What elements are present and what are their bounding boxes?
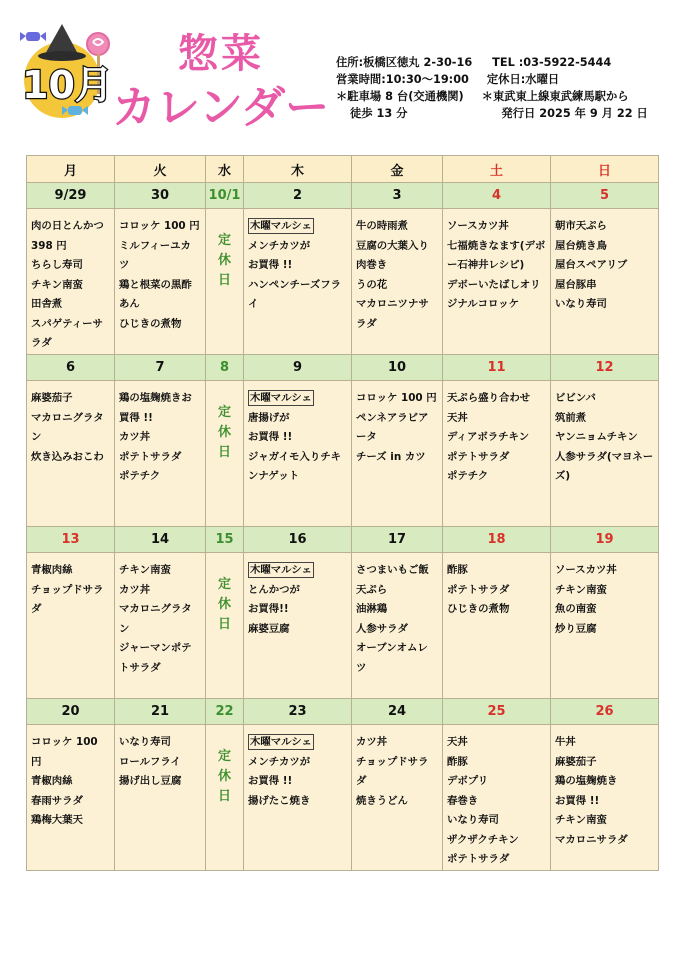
menu-list	[443, 209, 550, 315]
closed-day-char: 日	[217, 789, 231, 804]
menu-list	[244, 209, 351, 315]
menu-item: ヤンニョムチキン	[555, 431, 638, 443]
date-sat: 25	[443, 699, 551, 725]
date-mon: 20	[27, 699, 115, 725]
menu-item: ポテトサラダ	[447, 853, 510, 865]
menu-row	[27, 553, 659, 699]
menu-item: ポテチク	[119, 470, 161, 482]
menu-item: 揚げたこ焼き	[248, 794, 311, 807]
menu-list	[352, 381, 442, 467]
menu-item: ディアボラチキン	[447, 431, 530, 443]
menu-cell-fri	[352, 209, 443, 355]
menu-item: チーズ in カツ	[356, 450, 426, 463]
menu-item: マカロニツナサラダ	[356, 298, 429, 330]
menu-item: 牛丼	[555, 736, 576, 748]
date-thu: 23	[244, 699, 352, 725]
halloween-badge-icon	[14, 22, 114, 120]
parking-info: ＊駐車場 8 台(交通機関)	[336, 90, 464, 103]
month-badge-logo	[14, 22, 114, 120]
menu-cell-wed	[206, 553, 244, 699]
menu-item: デボーいたばしオリジナルコロッケ	[447, 278, 541, 310]
closed-day-char: 定	[217, 749, 231, 764]
menu-cell-tue	[115, 381, 206, 527]
menu-item: 青椒肉絲	[31, 564, 73, 576]
menu-item: 麻婆茄子	[555, 755, 597, 768]
date-tue: 21	[115, 699, 206, 725]
menu-item: お買得 !!	[248, 431, 293, 443]
menu-item: ひじきの煮物	[447, 603, 510, 615]
menu-cell-thu	[244, 381, 352, 527]
menu-list	[352, 725, 442, 811]
menu-item: 豆腐の大葉入り肉巻き	[356, 239, 429, 271]
menu-cell-tue	[115, 725, 206, 871]
menu-cell-thu	[244, 209, 352, 355]
thursday-marche-tag: 木曜マルシェ	[250, 220, 312, 232]
menu-list	[27, 381, 114, 467]
menu-row	[27, 209, 659, 355]
menu-item: 油淋鶏	[356, 603, 388, 615]
date-sun: 26	[551, 699, 659, 725]
date-wed: 15	[206, 527, 244, 553]
closed-day-char: 定	[217, 233, 231, 248]
menu-cell-tue	[115, 209, 206, 355]
menu-item: 鶏と根菜の黒酢あん	[119, 278, 192, 310]
menu-item: メンチカツが	[248, 239, 311, 252]
store-hours: 営業時間:10:30～19:00	[336, 73, 469, 86]
menu-cell-sun	[551, 553, 659, 699]
date-fri: 10	[352, 355, 443, 381]
date-wed: 10/1	[206, 183, 244, 209]
menu-item: 麻婆豆腐	[248, 622, 290, 635]
date-sat: 11	[443, 355, 551, 381]
date-fri: 24	[352, 699, 443, 725]
date-sun: 19	[551, 527, 659, 553]
menu-cell-thu	[244, 553, 352, 699]
weekday-fri: 金	[352, 156, 443, 183]
menu-row	[27, 725, 659, 871]
weekday-wed: 水	[206, 156, 244, 183]
date-tue: 7	[115, 355, 206, 381]
menu-list	[27, 725, 114, 831]
menu-item: 麻婆茄子	[31, 392, 73, 404]
menu-item: 鶏の塩麹焼き	[555, 775, 618, 787]
menu-item: コロッケ 100 円	[356, 392, 437, 404]
menu-list	[115, 553, 205, 678]
menu-item: チョップドサラダ	[356, 755, 429, 787]
menu-list	[115, 209, 205, 334]
menu-item: 屋台スペアリブ	[555, 259, 628, 271]
menu-list	[352, 209, 442, 334]
menu-item: 唐揚げが	[248, 411, 290, 424]
menu-cell-mon	[27, 553, 115, 699]
menu-list	[115, 381, 205, 487]
closed-day-char: 定	[217, 405, 231, 420]
menu-item: チキン南蛮	[31, 278, 83, 291]
menu-item: ちらし寿司	[31, 259, 83, 271]
menu-list	[27, 209, 114, 354]
menu-item: 鶏梅大葉天	[31, 814, 83, 826]
date-row	[27, 355, 659, 381]
month-label: 10月	[22, 63, 113, 107]
weekday-mon: 月	[27, 156, 115, 183]
menu-item: コロッケ 100 円	[119, 220, 200, 232]
date-row	[27, 699, 659, 725]
menu-item: さつまいもご飯	[356, 564, 429, 576]
menu-item: 人参サラダ(マヨネーズ)	[555, 450, 654, 482]
menu-item: スパゲティーサラダ	[31, 317, 103, 349]
menu-cell-fri	[352, 553, 443, 699]
access-info: ＊東武東上線東武練馬駅から	[481, 90, 629, 103]
menu-item: お買得!!	[248, 603, 289, 615]
menu-item: 天丼	[447, 411, 468, 424]
menu-item: オーブンオムレツ	[356, 642, 428, 674]
menu-row	[27, 381, 659, 527]
menu-cell-fri	[352, 381, 443, 527]
store-phone: TEL :03-5922-5444	[492, 56, 612, 69]
menu-item: ポテトサラダ	[447, 450, 510, 463]
menu-item: マカロニグラタン	[31, 411, 104, 443]
menu-item: ロールフライ	[119, 755, 181, 768]
date-mon: 6	[27, 355, 115, 381]
date-mon: 13	[27, 527, 115, 553]
menu-item: ミルフィーユカツ	[119, 239, 191, 271]
menu-item: 屋台豚串	[555, 278, 597, 291]
menu-item: 酢豚	[447, 755, 468, 768]
menu-calendar	[26, 155, 659, 871]
menu-item: ジャガイモ入りチキンナゲット	[248, 450, 341, 482]
date-sun: 12	[551, 355, 659, 381]
menu-item: 焼きうどん	[356, 794, 408, 807]
menu-cell-mon	[27, 725, 115, 871]
menu-item: ポテチク	[447, 470, 489, 482]
menu-item: ジャーマンポテトサラダ	[119, 642, 192, 674]
store-info	[336, 54, 686, 122]
menu-item: メンチカツが	[248, 755, 311, 768]
menu-list	[244, 381, 351, 487]
menu-list	[443, 381, 550, 487]
date-row	[27, 183, 659, 209]
closed-day-label	[206, 209, 243, 291]
menu-item: 魚の南蛮	[555, 603, 597, 615]
menu-item: マカロニグラタン	[119, 603, 192, 635]
menu-cell-wed	[206, 725, 244, 871]
menu-item: お買得 !!	[248, 775, 293, 787]
menu-list	[551, 381, 658, 487]
menu-cell-tue	[115, 553, 206, 699]
menu-cell-mon	[27, 381, 115, 527]
menu-item: チョップドサラダ	[31, 583, 104, 615]
date-sat: 18	[443, 527, 551, 553]
menu-list	[352, 553, 442, 678]
menu-item: 朝市天ぷら	[555, 220, 607, 232]
closed-day-label	[206, 381, 243, 463]
menu-item: カツ丼	[119, 431, 151, 443]
menu-item: 青椒肉絲	[31, 775, 73, 787]
menu-item: うの花	[356, 278, 388, 291]
menu-item: 人参サラダ	[356, 622, 408, 635]
weekday-sun: 日	[551, 156, 659, 183]
store-closed-day: 定休日:水曜日	[486, 73, 560, 86]
menu-cell-sat	[443, 209, 551, 355]
menu-item: 田舎煮	[31, 298, 63, 310]
menu-item: ハンペンチーズフライ	[248, 278, 341, 310]
menu-item: 牛の時雨煮	[356, 220, 408, 232]
menu-item: いなり寿司	[119, 736, 171, 748]
menu-item: ザクザクチキン	[447, 833, 519, 846]
thursday-marche-tag: 木曜マルシェ	[250, 564, 312, 576]
menu-item: とんかつが	[248, 583, 300, 596]
closed-day-char: 定	[217, 577, 231, 592]
closed-day-char: 休	[217, 769, 231, 784]
menu-cell-mon	[27, 209, 115, 355]
menu-cell-sat	[443, 381, 551, 527]
menu-list	[115, 725, 205, 792]
menu-list	[443, 553, 550, 620]
menu-item: ソースカツ丼	[555, 564, 617, 576]
menu-list	[443, 725, 550, 870]
closed-day-char: 日	[217, 273, 231, 288]
menu-item: 天丼	[447, 736, 468, 748]
weekday-sat: 土	[443, 156, 551, 183]
date-row	[27, 527, 659, 553]
closed-day-char: 休	[217, 425, 231, 440]
date-sat: 4	[443, 183, 551, 209]
store-address: 住所:板橋区徳丸 2-30-16	[336, 56, 473, 69]
menu-cell-wed	[206, 209, 244, 355]
date-fri: 17	[352, 527, 443, 553]
date-sun: 5	[551, 183, 659, 209]
menu-cell-sun	[551, 381, 659, 527]
menu-item: 肉の日とんかつ 398 円	[31, 220, 104, 252]
menu-cell-sat	[443, 725, 551, 871]
menu-item: いなり寿司	[447, 814, 499, 826]
menu-item: 筑前煮	[555, 411, 587, 424]
menu-item: 屋台焼き鳥	[555, 239, 607, 252]
menu-item: 春巻き	[447, 794, 479, 807]
menu-item: 鶏の塩麹焼きお買得 !!	[119, 392, 192, 424]
closed-day-char: 休	[217, 597, 231, 612]
menu-item: カツ丼	[119, 583, 151, 596]
menu-item: ひじきの煮物	[119, 317, 182, 330]
closed-day-label	[206, 725, 243, 807]
menu-cell-thu	[244, 725, 352, 871]
menu-list	[244, 553, 351, 639]
menu-item: コロッケ 100 円	[31, 736, 98, 768]
menu-cell-sat	[443, 553, 551, 699]
menu-item: 七福焼きなます(デボー石神井レシピ)	[447, 239, 546, 271]
menu-list	[551, 209, 658, 315]
closed-day-char: 休	[217, 253, 231, 268]
menu-item: ペンネアラビアータ	[356, 411, 429, 443]
thursday-marche-tag: 木曜マルシェ	[250, 392, 312, 404]
menu-list	[244, 725, 351, 811]
menu-item: マカロニサラダ	[555, 833, 628, 846]
date-tue: 14	[115, 527, 206, 553]
menu-item: チキン南蛮	[119, 564, 171, 576]
menu-cell-wed	[206, 381, 244, 527]
menu-item: いなり寿司	[555, 298, 607, 310]
thursday-marche-tag: 木曜マルシェ	[250, 736, 312, 748]
menu-item: ソースカツ丼	[447, 220, 509, 232]
title-line-2: カレンダー	[112, 82, 330, 133]
menu-item: 揚げ出し豆腐	[119, 775, 182, 787]
weekday-tue: 火	[115, 156, 206, 183]
menu-item: チキン南蛮	[555, 583, 607, 596]
date-fri: 3	[352, 183, 443, 209]
date-wed: 8	[206, 355, 244, 381]
menu-item: 酢豚	[447, 564, 468, 576]
closed-day-label	[206, 553, 243, 635]
menu-item: 春雨サラダ	[31, 794, 83, 807]
walk-time: 徒歩 13 分	[350, 107, 408, 120]
menu-item: 天ぷら盛り合わせ	[447, 392, 531, 404]
date-thu: 9	[244, 355, 352, 381]
date-thu: 2	[244, 183, 352, 209]
closed-day-char: 日	[217, 445, 231, 460]
menu-item: ポテトサラダ	[119, 450, 182, 463]
menu-item: 天ぷら	[356, 583, 388, 596]
date-tue: 30	[115, 183, 206, 209]
menu-item: カツ丼	[356, 736, 388, 748]
issue-date: 発行日 2025 年 9 月 22 日	[501, 107, 648, 120]
menu-list	[551, 553, 658, 639]
menu-cell-fri	[352, 725, 443, 871]
menu-item: お買得 !!	[555, 794, 600, 807]
menu-item: お買得 !!	[248, 259, 293, 271]
weekday-header-row	[27, 156, 659, 183]
menu-cell-sun	[551, 725, 659, 871]
menu-item: 炊き込みおこわ	[31, 450, 104, 463]
menu-list	[551, 725, 658, 850]
menu-item: ポテトサラダ	[447, 583, 510, 596]
date-thu: 16	[244, 527, 352, 553]
menu-cell-sun	[551, 209, 659, 355]
date-wed: 22	[206, 699, 244, 725]
menu-item: チキン南蛮	[555, 814, 607, 826]
date-mon: 9/29	[27, 183, 115, 209]
menu-item: ビビンバ	[555, 392, 596, 404]
closed-day-char: 日	[217, 617, 231, 632]
title-line-1: 惣菜	[178, 31, 264, 77]
weekday-thu: 木	[244, 156, 352, 183]
menu-list	[27, 553, 114, 620]
menu-item: 炒り豆腐	[555, 622, 597, 635]
menu-item: デボプリ	[447, 775, 489, 787]
